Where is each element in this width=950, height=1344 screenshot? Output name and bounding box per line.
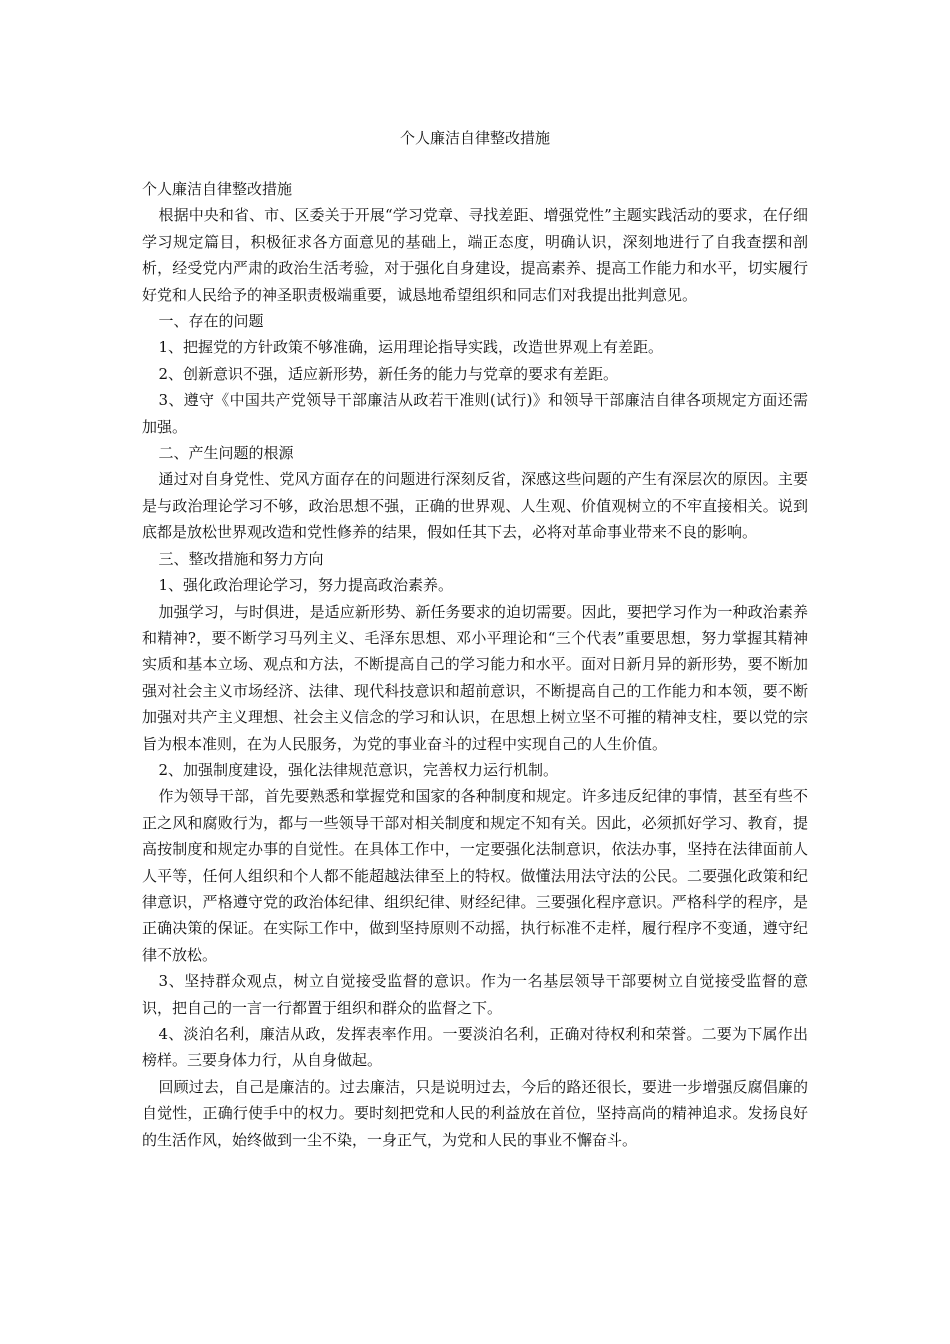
- document-paragraph: 4、淡泊名利，廉洁从政，发挥表率作用。一要淡泊名利，正确对待权利和荣誉。二要为下属作出榜样。三要身体力行，从自身做起。: [142, 1025, 808, 1070]
- document-paragraph: 3、遵守《中国共产党领导干部廉洁从政若干准则(试行)》和领导干部廉洁自律各项规定方面还需加强。: [142, 391, 808, 436]
- document-paragraph: 3、坚持群众观点，树立自觉接受监督的意识。作为一名基层领导干部要树立自觉接受监督的意识，把自己的一言一行都置于组织和群众的监督之下。: [142, 972, 808, 1017]
- document-paragraph: 二、产生问题的根源: [158, 444, 294, 463]
- document-paragraph: 通过对自身党性、党风方面存在的问题进行深刻反省，深感这些问题的产生有深层次的原因。主要是与政治理论学习不够，政治思想不强，正确的世界观、人生观、价值观树立的不牢直接相关。说到底都是放松世界观改造和党性修养的结果，假如任其下去，必将对革命事业带来不良的影响。: [142, 470, 808, 542]
- document-paragraph: 2、创新意识不强，适应新形势，新任务的能力与党章的要求有差距。: [158, 364, 619, 383]
- document-body: [142, 176, 808, 1153]
- document-paragraph: 三、整改措施和努力方向: [158, 549, 324, 568]
- document-paragraph: 回顾过去，自己是廉洁的。过去廉洁，只是说明过去，今后的路还很长，要进一步增强反腐倡廉的自觉性，正确行使手中的权力。要时刻把党和人民的利益放在首位，坚持高尚的精神追求。发扬良好的生活作风，始终做到一尘不染，一身正气，为党和人民的事业不懈奋斗。: [142, 1077, 808, 1149]
- document-title: 个人廉洁自律整改措施: [399, 129, 550, 147]
- document-paragraph: 根据中央和省、市、区委关于开展“学习党章、寻找差距、增强党性”主题实践活动的要求，在仔细学习规定篇目，积极征求各方面意见的基础上，端正态度，明确认识，深刻地进行了自我查摆和剖析，经受党内严肃的政治生活考验，对于强化自身建设，提高素养、提高工作能力和水平，切实履行好党和人民给予的神圣职责极端重要，诚恳地希望组织和同志们对我提出批判意见。: [142, 206, 808, 304]
- document-paragraph: 加强学习，与时俱进，是适应新形势、新任务要求的迫切需要。因此，要把学习作为一种政治素养和精神?，要不断学习马列主义、毛泽东思想、邓小平理论和“三个代表”重要思想，努力掌握其精神实质和基本立场、观点和方法，不断提高自己的学习能力和水平。面对日新月异的新形势，要不断加强对社会主义市场经济、法律、现代科技意识和超前意识，不断提高自己的工作能力和本领，要不断加强对共产主义理想、社会主义信念的学习和认识，在思想上树立坚不可摧的精神支柱，要以党的宗旨为根本准则，在为人民服务，为党的事业奋斗的过程中实现自己的人生价值。: [142, 602, 808, 753]
- document-paragraph: 1、把握党的方针政策不够准确，运用理论指导实践，改造世界观上有差距。: [158, 338, 664, 357]
- document-subtitle: 个人廉洁自律整改措施: [142, 180, 293, 198]
- document-paragraph: 1、强化政治理论学习，努力提高政治素养。: [158, 576, 454, 595]
- document-paragraph: 作为领导干部，首先要熟悉和掌握党和国家的各种制度和规定。许多违反纪律的事情，甚至有些不正之风和腐败行为，都与一些领导干部对相关制度和规定不知有关。因此，必须抓好学习、教育，提高按制度和规定办事的自觉性。在具体工作中，一定要强化法制意识，依法办事，坚持在法律面前人人平等，任何人组织和个人都不能超越法律至上的特权。做懂法用法守法的公民。二要强化政策和纪律意识，严格遵守党的政治体纪律、组织纪律、财经纪律。三要强化程序意识。严格科学的程序，是正确决策的保证。在实际工作中，做到坚持原则不动摇，执行标准不走样，履行程序不变通，遵守纪律不放松。: [142, 787, 808, 964]
- document-paragraph: 一、存在的问题: [158, 312, 264, 331]
- document-paragraph: 2、加强制度建设，强化法律规范意识，完善权力运行机制。: [158, 760, 559, 779]
